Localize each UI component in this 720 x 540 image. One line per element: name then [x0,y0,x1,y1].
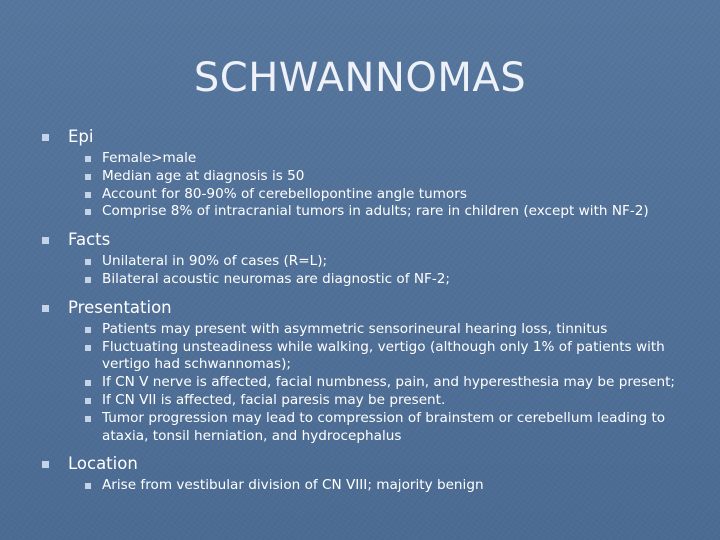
list-item-text: Female>male [102,150,197,166]
bullet-list [0,150,720,221]
section-heading-text: Epi [68,127,94,146]
square-bullet-icon [85,380,91,386]
square-bullet-icon [85,259,91,265]
square-bullet-icon [85,277,91,283]
section-location [0,453,720,495]
list-item-text: Fluctuating unsteadiness while walking, vertigo (although only 1% of patients with vertigo had schwannomas); [102,338,665,373]
list-item [0,321,720,339]
square-bullet-icon [85,192,91,198]
list-item [0,150,720,168]
square-bullet-icon [85,156,91,162]
list-item-text: Comprise 8% of intracranial tumors in adults; rare in children (except with NF-2) [102,203,649,220]
section-presentation [0,297,720,446]
list-item-text: If CN VII is affected, facial paresis may be present. [102,391,446,408]
square-bullet-icon [85,209,91,215]
bullet-list [0,477,720,495]
list-item [0,477,720,495]
square-bullet-icon [85,416,91,422]
list-item [0,374,720,392]
list-item-text: Tumor progression may lead to compression of brainstem or cerebellum leading to ataxia, tonsil herniation, and hydrocephalus [102,409,666,444]
square-bullet-icon [42,134,49,141]
square-bullet-icon [85,174,91,180]
list-item [0,392,720,410]
list-item [0,410,720,446]
section-heading [0,297,720,319]
list-item-text: Arise from vestibular division of CN VIII; majority benign [102,477,484,494]
square-bullet-icon [85,345,91,351]
bullet-list [0,253,720,289]
section-heading [0,126,720,148]
section-facts [0,229,720,289]
section-heading [0,229,720,251]
list-item [0,186,720,204]
square-bullet-icon [85,327,91,333]
list-item-text: Median age at diagnosis is 50 [102,167,305,184]
section-heading-text: Presentation [68,297,172,317]
list-item-text: Patients may present with asymmetric sensorineural hearing loss, tinnitus [102,320,608,337]
section-heading [0,453,720,475]
list-item [0,168,720,186]
list-item-text: Bilateral acoustic neuromas are diagnostic of NF-2; [102,270,450,287]
square-bullet-icon [85,398,91,404]
square-bullet-icon [85,483,91,489]
list-item [0,271,720,289]
list-item [0,253,720,271]
list-item [0,203,720,221]
square-bullet-icon [42,237,49,244]
section-epi [0,126,720,221]
square-bullet-icon [42,305,49,312]
list-item-text: Account for 80-90% of cerebellopontine angle tumors [102,185,467,202]
list-item-text: Unilateral in 90% of cases (R=L); [102,253,328,270]
list-item-text: If CN V nerve is affected, facial numbness, pain, and hyperesthesia may be present; [102,374,675,391]
slide-title: SCHWANNOMAS [193,55,527,101]
slide-body [0,126,720,498]
square-bullet-icon [42,461,49,468]
section-heading-text: Location [68,454,138,474]
list-item [0,339,720,375]
section-heading-text: Facts [68,230,111,250]
bullet-list [0,321,720,446]
